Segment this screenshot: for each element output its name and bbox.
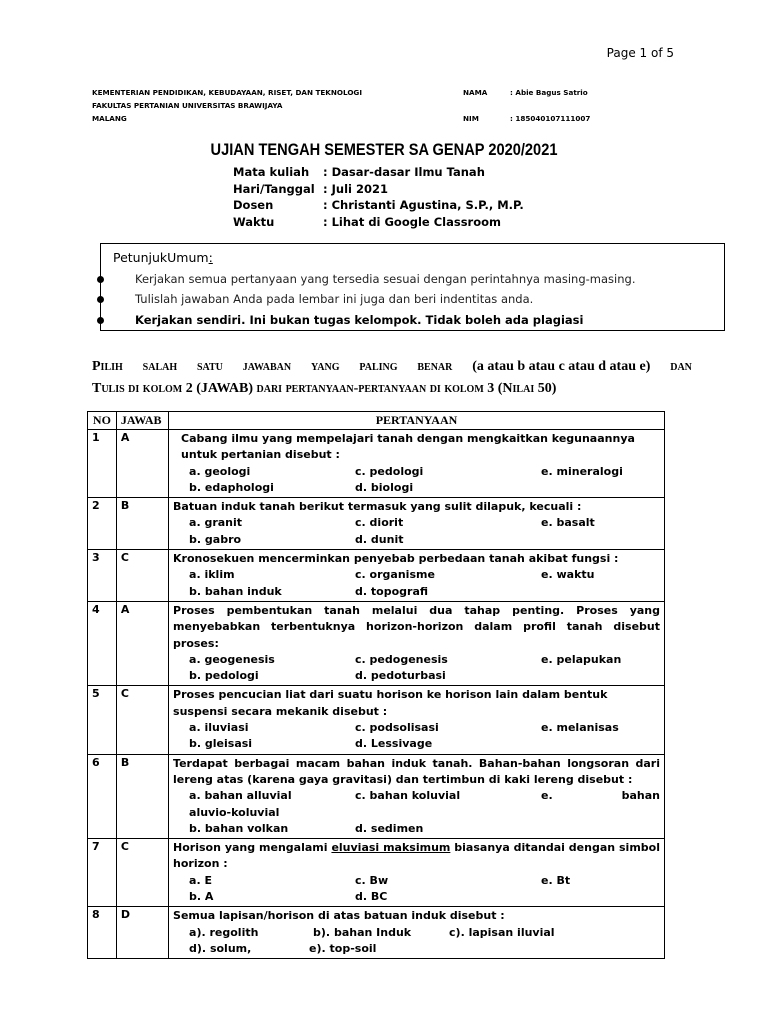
general-instructions-box: PetunjukUmum: Kerjakan semua pertanyaan yang tersedia sesuai dengan perintahnya masing-masing. Tulislah jawaban Anda pada lembar ini juga dan beri indentitas anda. Kerjakan sendiri. Ini bukan tugas kelompok. Tidak boleh ada plagiasi <box>100 243 725 331</box>
answer-options <box>173 941 660 957</box>
info-label: Mata kuliah <box>233 165 310 179</box>
bullet-icon <box>97 296 104 303</box>
question-number: 1 <box>88 430 117 498</box>
question-cell <box>169 498 665 550</box>
option: e. bahan <box>541 789 660 803</box>
option: b. gleisasi <box>189 737 253 751</box>
info-label: Waktu <box>233 214 275 229</box>
question-cell <box>169 907 665 959</box>
option: e. Bt <box>541 873 571 887</box>
answer-options <box>173 925 660 941</box>
info-row-course <box>233 165 524 182</box>
answer-cell[interactable]: B <box>116 498 168 550</box>
question-cell <box>169 839 665 907</box>
option <box>355 805 541 821</box>
question-cell <box>169 754 665 838</box>
option: d. dunit <box>355 532 404 546</box>
option: e. waktu <box>541 568 595 582</box>
table-header-row <box>88 412 665 430</box>
question-cell <box>169 430 665 498</box>
option: d. topografi <box>355 584 429 598</box>
info-value: : Lihat di Google Classroom <box>323 214 502 229</box>
answer-cell[interactable]: C <box>116 686 168 754</box>
answer-cell[interactable]: B <box>116 754 168 838</box>
option: aluvio-koluvial <box>189 805 280 819</box>
name-label: NAMA <box>463 88 488 97</box>
instruction-line-1: Pilih salah satu jawaban yang paling benar (a atau b atau c atau d atau e) dan <box>92 359 692 374</box>
question-text: Semua lapisan/horison di atas batuan induk disebut : <box>173 909 505 923</box>
table-row <box>88 754 665 838</box>
table-row <box>88 550 665 602</box>
option: e. melanisas <box>541 721 619 735</box>
table-row <box>88 430 665 498</box>
option: b. bahan induk <box>189 584 282 598</box>
question-number: 4 <box>88 601 117 685</box>
question-text: Cabang ilmu yang mempelajari tanah dengan mengkaitkan kegunaannya untuk pertanian disebut : <box>181 432 635 462</box>
page-number: Page 1 of 5 <box>606 46 674 60</box>
table-row <box>88 686 665 754</box>
option <box>541 821 660 837</box>
option: d). solum, <box>189 941 252 955</box>
option: a. iluviasi <box>189 721 249 735</box>
table-row <box>88 498 665 550</box>
answer-cell[interactable]: C <box>116 550 168 602</box>
bullet-icon <box>97 317 104 324</box>
course-info <box>233 165 524 231</box>
section-instruction <box>92 356 692 400</box>
option: d. BC <box>355 890 388 904</box>
option: a. geogenesis <box>189 652 275 666</box>
ministry-header: KEMENTERIAN PENDIDIKAN, KEBUDAYAAN, RISET, DAN TEKNOLOGI <box>92 88 363 97</box>
option: e. pelapukan <box>541 652 622 666</box>
nim-value: : 185040107111007 <box>510 114 591 123</box>
info-row-time <box>233 215 524 232</box>
question-number: 5 <box>88 686 117 754</box>
option: c. bahan koluvial <box>355 789 461 803</box>
question-cell <box>169 686 665 754</box>
option <box>541 805 660 821</box>
instructions-title: PetunjukUmum: <box>113 250 213 265</box>
option <box>541 480 660 496</box>
question-number: 2 <box>88 498 117 550</box>
table-row <box>88 907 665 959</box>
header-answer: JAWAB <box>116 412 168 430</box>
table-row <box>88 601 665 685</box>
question-cell <box>169 550 665 602</box>
info-value: : Juli 2021 <box>323 181 388 196</box>
option: c. diorit <box>355 516 404 530</box>
option: c. pedogenesis <box>355 652 448 666</box>
option: a. iklim <box>189 568 235 582</box>
option: a. geologi <box>189 464 251 478</box>
option <box>541 532 660 548</box>
answer-options <box>173 464 660 497</box>
nim-label: NIM <box>463 114 479 123</box>
option: c). lapisan iluvial <box>449 925 555 939</box>
option: b. pedologi <box>189 669 259 683</box>
underlined-term: eluviasi maksimum <box>331 841 451 855</box>
name-value: : Abie Bagus Satrio <box>510 88 588 97</box>
option: a. bahan alluvial <box>189 789 292 803</box>
answer-options <box>173 515 660 548</box>
info-value: : Christanti Agustina, S.P., M.P. <box>323 198 524 212</box>
bullet-icon <box>97 276 104 283</box>
answer-cell[interactable]: D <box>116 907 168 959</box>
option <box>541 668 660 684</box>
question-text: Terdapat berbagai macam bahan induk tanah. Bahan-bahan longsoran dari lereng atas (karena gaya gravitasi) dan tertimbun di kaki lereng disebut : <box>173 756 660 786</box>
table-row <box>88 839 665 907</box>
question-number: 7 <box>88 839 117 907</box>
question-text: Batuan induk tanah berikut termasuk yang sulit dilapuk, kecuali : <box>173 500 582 514</box>
city-header: MALANG <box>92 114 127 123</box>
info-label: Hari/Tanggal <box>233 181 315 196</box>
question-cell <box>169 601 665 685</box>
question-number: 3 <box>88 550 117 602</box>
option: d. sedimen <box>355 821 424 835</box>
question-text: Kronosekuen mencerminkan penyebab perbedaan tanah akibat fungsi : <box>173 552 619 566</box>
option: d. biologi <box>355 480 414 494</box>
header-question: PERTANYAAN <box>169 412 665 430</box>
option <box>541 584 660 600</box>
answer-cell[interactable]: A <box>116 601 168 685</box>
option: c. organisme <box>355 568 435 582</box>
option: a. E <box>189 873 212 887</box>
option: c. podsolisasi <box>355 721 439 735</box>
option: e). top-soil <box>309 941 377 955</box>
answer-cell[interactable]: C <box>116 839 168 907</box>
option: e. mineralogi <box>541 464 623 478</box>
option: a). regolith <box>189 925 259 939</box>
option: b. edaphologi <box>189 480 274 494</box>
option: d. pedoturbasi <box>355 669 446 683</box>
question-number: 8 <box>88 907 117 959</box>
option: b). bahan Induk <box>313 925 412 939</box>
question-text: Proses pencucian liat dari suatu horison ke horison lain dalam bentuk suspensi secara mekanik disebut : <box>173 688 608 718</box>
answer-options <box>173 873 660 906</box>
faculty-header: FAKULTAS PERTANIAN UNIVERSITAS BRAWIJAYA <box>92 101 283 110</box>
instruction-line-2: Tulis di kolom 2 (JAWAB) dari pertanyaan-pertanyaan di kolom 3 (Nilai 50) <box>92 381 557 396</box>
option: a. granit <box>189 516 243 530</box>
info-value: : Dasar-dasar Ilmu Tanah <box>323 165 485 179</box>
option: b. A <box>189 890 214 904</box>
option: e. basalt <box>541 516 595 530</box>
question-number: 6 <box>88 754 117 838</box>
info-label: Dosen <box>233 198 274 212</box>
exam-title: UJIAN TENGAH SEMESTER SA GENAP 2020/2021 <box>210 140 558 159</box>
info-row-lecturer <box>233 198 524 215</box>
question-text: Proses pembentukan tanah melalui dua tahap penting. Proses yang menyebabkan terbentuknya horizon-horizon dalam profil tanah disebut proses: <box>173 603 660 650</box>
option: d. Lessivage <box>355 737 433 751</box>
info-row-date <box>233 182 524 199</box>
answer-options <box>173 567 660 600</box>
questions-table <box>87 411 665 959</box>
option <box>541 889 660 905</box>
option: c. Bw <box>355 873 389 887</box>
header-no: NO <box>88 412 117 430</box>
option <box>541 736 660 752</box>
option: b. gabro <box>189 532 242 546</box>
answer-options <box>173 788 660 837</box>
answer-cell[interactable]: A <box>116 430 168 498</box>
question-text: Horison yang mengalami eluviasi maksimum biasanya ditandai dengan simbol horizon : <box>173 841 660 871</box>
answer-options <box>173 720 660 753</box>
option: b. bahan volkan <box>189 821 289 835</box>
answer-options <box>173 652 660 685</box>
option: c. pedologi <box>355 464 424 478</box>
